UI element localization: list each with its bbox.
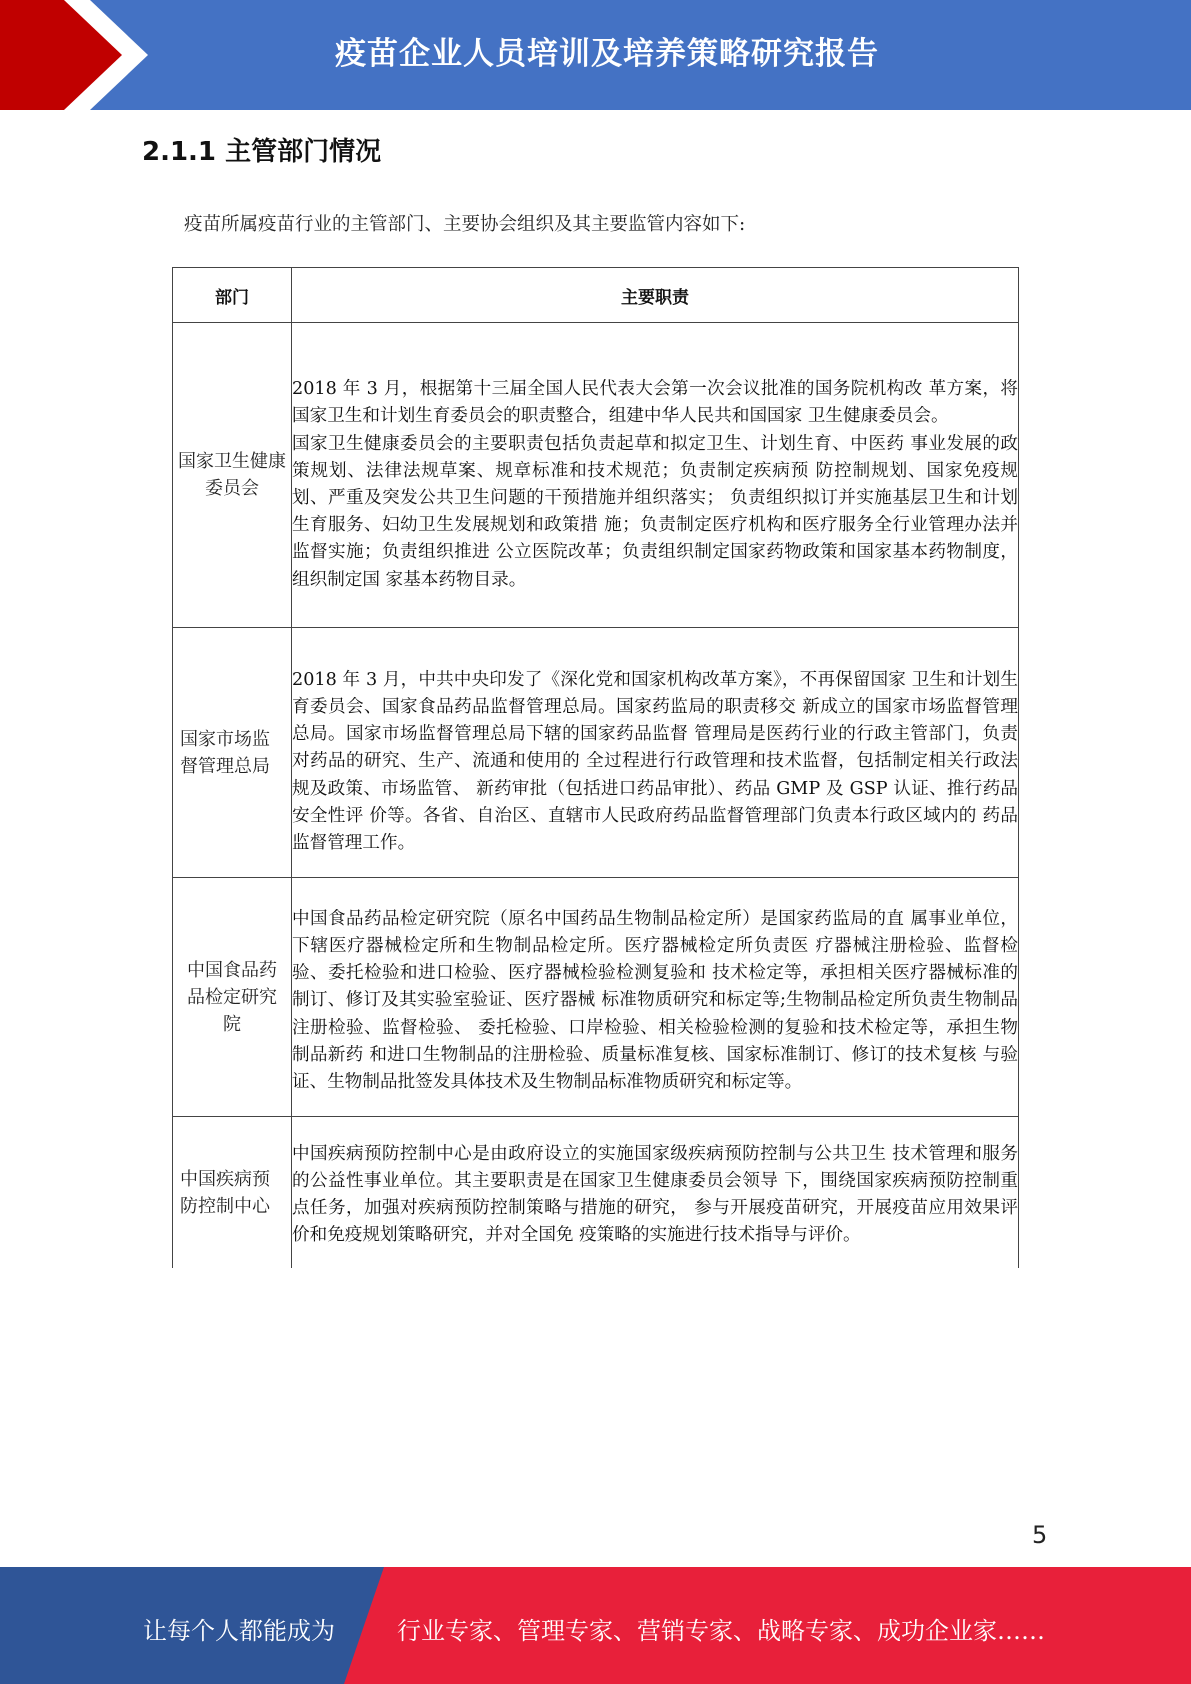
column-header-duty: 主要职责 [292, 268, 1019, 323]
table-row [173, 878, 1019, 1117]
page-number: 5 [1032, 1521, 1048, 1549]
duty-cell [292, 323, 1019, 628]
table-row [173, 323, 1019, 628]
table-row [173, 628, 1019, 878]
table-header-row [173, 268, 1019, 323]
header-title: 疫苗企业人员培训及培养策略研究报告 [335, 36, 879, 72]
dept-cell [173, 1117, 292, 1269]
page-header [0, 0, 1191, 110]
dept-cell [173, 878, 292, 1117]
intro-paragraph: 疫苗所属疫苗行业的主管部门、主要协会组织及其主要监管内容如下: [184, 214, 746, 235]
duty-paragraph: 中国食品药品检定研究院（原名中国药品生物制品检定所）是国家药监局的直 属事业单位，下辖医疗器械检定所和生物制品检定所。医疗器械检定所负责医 疗器械注册检验、监督检验、委托检验和进口检验、医疗器械检验检测复验和 技术检定等，承担相关医疗器械标准的制订、修订及其实验室验证、医疗器械 标准物质研究和标定等;生物制品检定所负责生物制品注册检验、监督检验、 委托检验、口岸检验、相关检验检测的复验和技术检定等，承担生物制品新药 和进口生物制品的注册检验、质量标准复核、国家标准制订、修订的技术复核 与验证、生物制品批签发具体技术及生物制品标准物质研究和标定等。 [292, 908, 1018, 1092]
duty-cell [292, 878, 1019, 1117]
duty-paragraph: 国家卫生健康委员会的主要职责包括负责起草和拟定卫生、计划生育、中医药 事业发展的政策规划、法律法规草案、规章标准和技术规范；负责制定疾病预 防控制规划、国家免疫规划、严重及突发公共卫生问题的干预措施并组织落实； 负责组织拟订并实施基层卫生和计划生育服务、妇幼卫生发展规划和政策措 施；负责制定医疗机构和医疗服务全行业管理办法并监督实施；负责组织推进 公立医院改革；负责组织制定国家药物政策和国家基本药物制度，组织制定国 家基本药物目录。 [292, 433, 1018, 590]
dept-name: 国家卫生健康委员会 [178, 451, 286, 499]
dept-cell [173, 323, 292, 628]
table-row [173, 1117, 1019, 1269]
dept-cell [173, 628, 292, 878]
footer-slogan-left: 让每个人都能成为 [143, 1617, 335, 1645]
duty-cell [292, 1117, 1019, 1269]
duty-cell [292, 628, 1019, 878]
dept-name: 中国食品药品检定研究院 [187, 959, 277, 1035]
footer-slogan-right: 行业专家、管理专家、营销专家、战略专家、成功企业家…… [397, 1617, 1045, 1645]
duty-paragraph: 2018 年 3 月，根据第十三届全国人民代表大会第一次会议批准的国务院机构改 革方案，将国家卫生和计划生育委员会的职责整合，组建中华人民共和国国家 卫生健康委员会。 [292, 379, 1018, 427]
section-heading: 2.1.1 主管部门情况 [142, 137, 382, 167]
dept-name: 国家市场监督管理总局 [180, 728, 270, 777]
red-chevron-decoration [0, 0, 148, 110]
dept-name: 中国疾病预防控制中心 [180, 1168, 270, 1217]
departments-table [172, 267, 1019, 1268]
duty-paragraph: 中国疾病预防控制中心是由政府设立的实施国家级疾病预防控制与公共卫生 技术管理和服务的公益性事业单位。其主要职责是在国家卫生健康委员会领导 下，围绕国家疾病预防控制重点任务，加强对疾病预防控制策略与措施的研究， 参与开展疫苗研究，开展疫苗应用效果评价和免疫规划策略研究，并对全国免 疫策略的实施进行技术指导与评价。 [292, 1143, 1018, 1246]
page-footer [0, 1567, 1191, 1684]
column-header-dept: 部门 [173, 268, 292, 323]
duty-paragraph: 2018 年 3 月，中共中央印发了《深化党和国家机构改革方案》，不再保留国家 卫生和计划生育委员会、国家食品药品监督管理总局。国家药监局的职责移交 新成立的国家市场监督管理总局。国家市场监督管理总局下辖的国家药品监督 管理局是医药行业的行政主管部门，负责对药品的研究、生产、流通和使用的 全过程进行行政管理和技术监督，包括制定相关行政法规及政策、市场监管、 新药审批（包括进口药品审批）、药品 GMP 及 GSP 认证、推行药品安全性评 价等。各省、自治区、直辖市人民政府药品监督管理部门负责本行政区域内的 药品监督管理工作。 [292, 669, 1018, 853]
